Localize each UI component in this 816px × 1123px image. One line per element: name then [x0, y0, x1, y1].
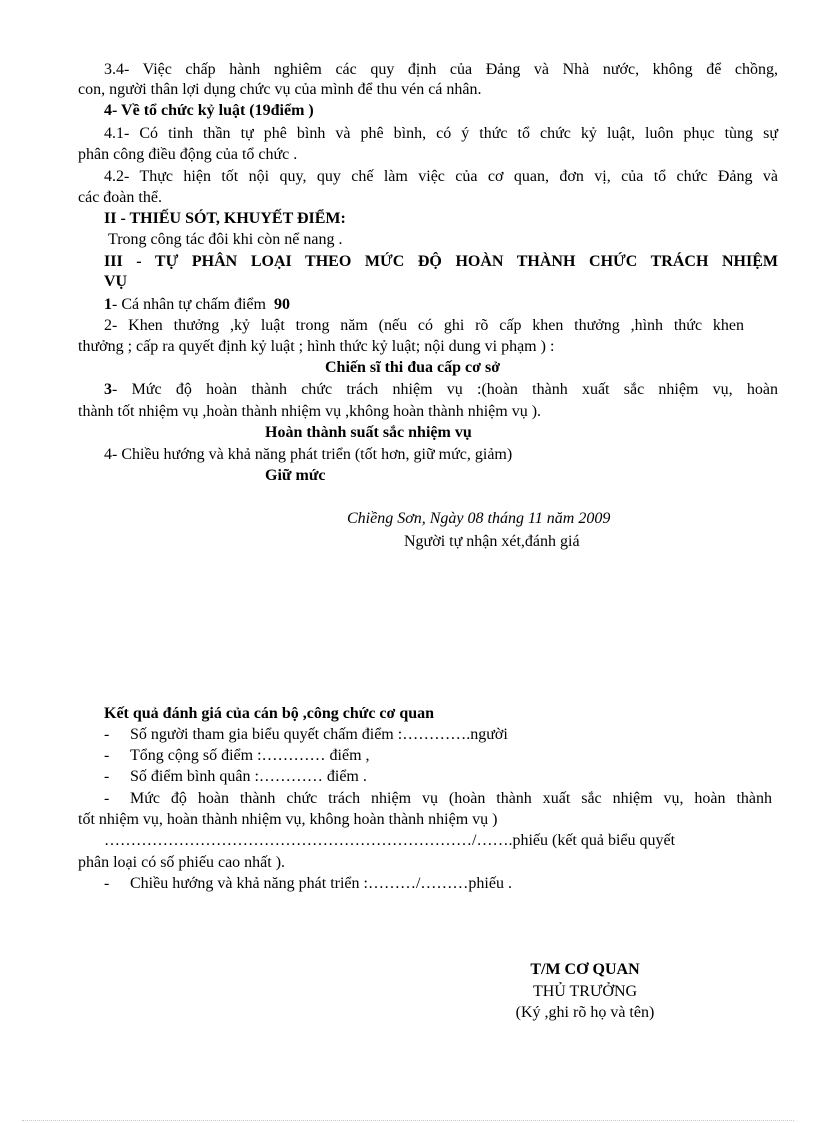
- results-row-4-line1: [104, 789, 772, 809]
- section-III-heading-line2: VỤ: [104, 273, 128, 290]
- results-row-1: [104, 725, 508, 745]
- item-4-1-line2: phân công điều động của tổ chức .: [78, 146, 298, 163]
- section-3-4-line1: 3.4- Việc chấp hành nghiêm các quy định của Đảng và Nhà nước, không để chồng,: [104, 61, 778, 78]
- results-row-2-text: Tổng cộng số điểm :………… điểm ,: [130, 747, 370, 764]
- item-4-2-line1: 4.2- Thực hiện tốt nội quy, quy chế làm việc của cơ quan, đơn vị, của tổ chức Đảng và: [104, 168, 778, 185]
- results-heading: Kết quả đánh giá của cán bộ ,công chức cơ quan: [104, 705, 435, 722]
- item-1-line: [104, 295, 290, 315]
- results-row-4-line4: phân loại có số phiếu cao nhất ).: [78, 854, 286, 871]
- results-row-3-text: Số điểm bình quân :………… điểm .: [130, 768, 367, 785]
- bullet-dash: -: [104, 726, 110, 743]
- section-4-heading: 4- Về tổ chức kỷ luật (19điểm ): [104, 102, 314, 119]
- item-2-line1: 2- Khen thưởng ,kỷ luật trong năm (nếu có ghi rõ cấp khen thưởng ,hình thức khen: [104, 317, 744, 334]
- results-row-5-text: Chiều hướng và khả năng phát triển :………/………phiếu .: [130, 875, 512, 892]
- item-4-2-line2: các đoàn thể.: [78, 189, 162, 206]
- item-4-answer: Giữ mức: [265, 467, 326, 484]
- item-3-answer: Hoàn thành suất sắc nhiệm vụ: [265, 424, 472, 441]
- page-bottom-divider: [22, 1120, 794, 1121]
- results-row-4-line3: ……………………………………………………………/…….phiếu (kết quả biểu quyết: [104, 832, 676, 849]
- section-II-body: Trong công tác đôi khi còn nể nang .: [108, 231, 343, 248]
- item-2-line2: thưởng ; cấp ra quyết định kỷ luật ; hình thức kỷ luật; nội dung vi phạm ) :: [78, 338, 555, 355]
- results-row-3: [104, 767, 367, 787]
- item-3-line1-text: - Mức độ hoàn thành chức trách nhiệm vụ :(hoàn thành xuất sắc nhiệm vụ, hoàn: [112, 381, 778, 398]
- item-1-score: 90: [273, 296, 290, 313]
- results-row-2: [104, 746, 370, 766]
- place-date: Chiềng Sơn, Ngày 08 tháng 11 năm 2009: [347, 510, 611, 527]
- item-3-line1: [104, 380, 778, 400]
- self-assessor-role: Người tự nhận xét,đánh giá: [404, 533, 580, 550]
- item-4-line: 4- Chiều hướng và khả năng phát triển (tốt hơn, giữ mức, giảm): [104, 446, 513, 463]
- item-3-line2: thành tốt nhiệm vụ ,hoàn thành nhiệm vụ ,không hoàn thành nhiệm vụ ).: [78, 403, 542, 420]
- bullet-dash: -: [104, 747, 110, 764]
- section-II-heading: II - THIẾU SÓT, KHUYẾT ĐIỂM:: [104, 210, 346, 227]
- agency-signature-title: T/M CƠ QUAN: [530, 961, 640, 978]
- item-4-1-line1: 4.1- Có tinh thần tự phê bình và phê bình, có ý thức tổ chức kỷ luật, luôn phục tùng sự: [104, 125, 778, 142]
- item-2-answer: Chiến sĩ thi đua cấp cơ sở: [325, 359, 501, 376]
- item-1-text: - Cá nhân tự chấm điểm: [112, 296, 266, 313]
- item-3-number: 3: [104, 381, 112, 398]
- section-III-heading-line1: III - TỰ PHÂN LOẠI THEO MỨC ĐỘ HOÀN THÀNH CHỨC TRÁCH NHIỆM: [104, 253, 778, 270]
- bullet-dash: -: [104, 768, 110, 785]
- section-3-4-line2: con, người thân lợi dụng chức vụ của mình để thu vén cá nhân.: [78, 81, 482, 98]
- bullet-dash: -: [104, 875, 110, 892]
- results-row-1-text: Số người tham gia biểu quyết chấm điểm :………….người: [130, 726, 508, 743]
- results-row-4-line2: tốt nhiệm vụ, hoàn thành nhiệm vụ, không hoàn thành nhiệm vụ ): [78, 811, 498, 828]
- results-row-4-line1-text: Mức độ hoàn thành chức trách nhiệm vụ (hoàn thành xuất sắc nhiệm vụ, hoàn thành: [130, 790, 772, 807]
- bullet-dash: -: [104, 790, 110, 807]
- results-row-5: [104, 874, 512, 894]
- agency-signature-note: (Ký ,ghi rõ họ và tên): [515, 1004, 655, 1021]
- agency-head-title: THỦ TRƯỞNG: [532, 983, 638, 1000]
- item-1-number: 1: [104, 296, 112, 313]
